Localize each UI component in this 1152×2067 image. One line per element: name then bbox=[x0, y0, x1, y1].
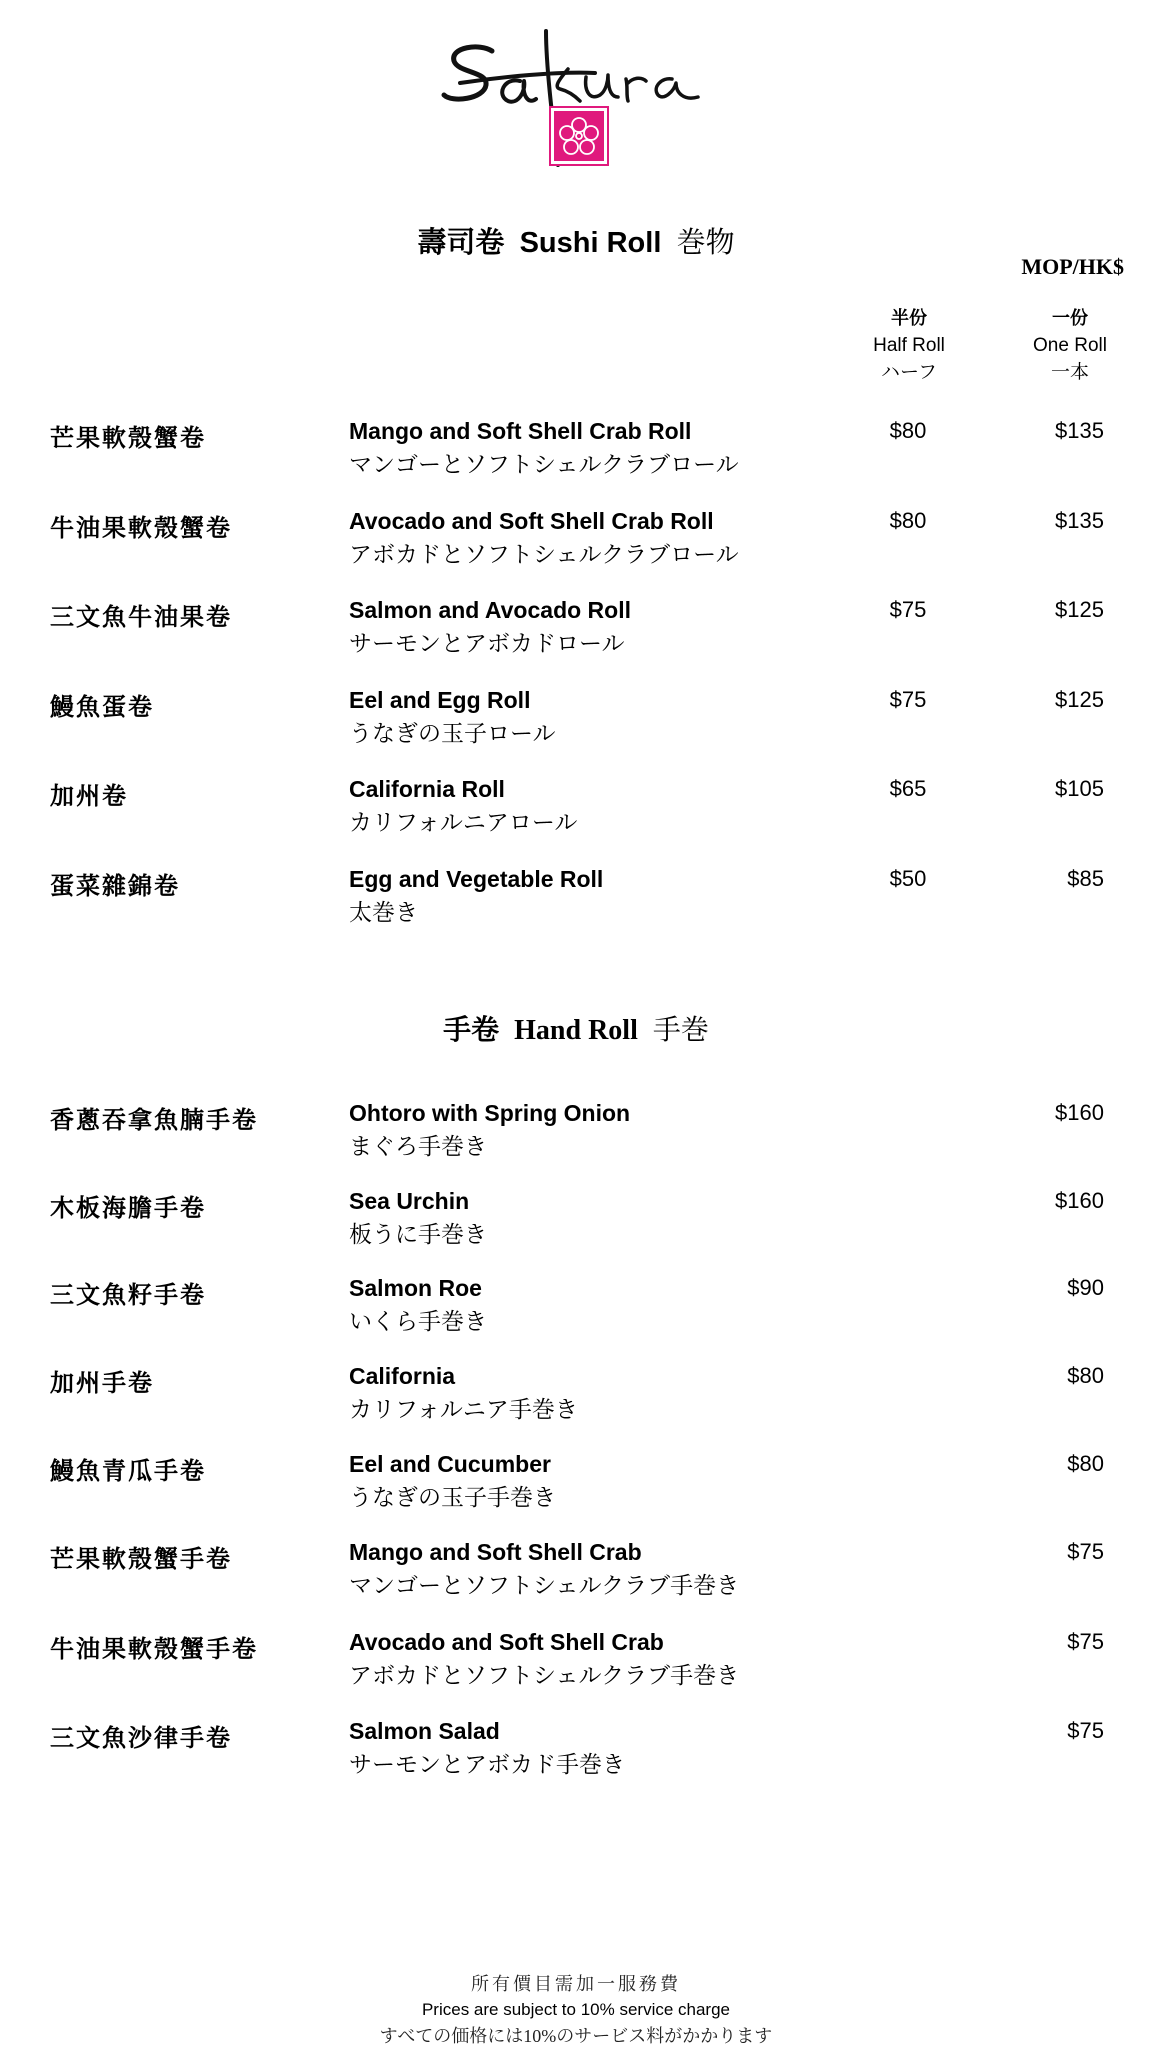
item-price-half: $50 bbox=[889, 866, 927, 891]
hand-title-zh: 手卷 bbox=[443, 1013, 500, 1046]
item-name-en: Avocado and Soft Shell Crab Roll bbox=[349, 508, 714, 534]
half-roll-column-header bbox=[834, 305, 984, 386]
sushi-item-row bbox=[0, 418, 1152, 478]
item-name-zh: 木板海膽手卷 bbox=[50, 1193, 206, 1222]
half-roll-header-en: Half Roll bbox=[873, 335, 945, 356]
hand-roll-item-row bbox=[0, 1629, 1152, 1689]
hand-roll-item-row bbox=[0, 1451, 1152, 1511]
item-price: $80 bbox=[1067, 1451, 1104, 1476]
item-name-jp: いくら手巻き bbox=[349, 1309, 487, 1335]
item-price: $75 bbox=[1067, 1718, 1104, 1743]
sushi-item-row bbox=[0, 597, 1152, 657]
item-price-half: $75 bbox=[889, 687, 927, 712]
currency-label: MOP/HK$ bbox=[1021, 254, 1124, 279]
sushi-title-zh: 壽司卷 bbox=[417, 225, 505, 259]
item-name-jp: カリフォルニア手巻き bbox=[349, 1397, 578, 1423]
service-charge-jp: すべての価格には10%のサービス料がかかります bbox=[379, 2026, 773, 2046]
item-name-jp: サーモンとアボカドロール bbox=[349, 631, 625, 657]
item-name-jp: うなぎの玉子ロール bbox=[349, 721, 556, 747]
item-name-jp: マンゴーとソフトシェルクラブ手巻き bbox=[349, 1573, 740, 1599]
item-price-one: $135 bbox=[1055, 418, 1104, 443]
item-price-half: $80 bbox=[889, 418, 927, 443]
item-name-zh: 鰻魚青瓜手卷 bbox=[50, 1456, 206, 1485]
item-name-en: Egg and Vegetable Roll bbox=[349, 866, 604, 892]
item-name-zh: 三文魚牛油果卷 bbox=[50, 602, 232, 631]
item-name-en: Eel and Egg Roll bbox=[349, 687, 531, 713]
item-name-en: Ohtoro with Spring Onion bbox=[349, 1100, 631, 1126]
sushi-item-row bbox=[0, 776, 1152, 836]
item-name-jp: 太巻き bbox=[349, 900, 418, 926]
item-name-zh: 牛油果軟殼蟹卷 bbox=[50, 513, 232, 542]
item-name-zh: 牛油果軟殼蟹手卷 bbox=[50, 1634, 258, 1663]
hand-roll-section-title bbox=[0, 1008, 1152, 1048]
item-name-jp: まぐろ手巻き bbox=[349, 1134, 487, 1160]
item-price-one: $135 bbox=[1055, 508, 1104, 533]
one-roll-header-zh: 一份 bbox=[1052, 308, 1088, 329]
item-name-jp: マンゴーとソフトシェルクラブロール bbox=[349, 452, 739, 478]
hand-roll-item-row bbox=[0, 1188, 1152, 1248]
hand-roll-item-row bbox=[0, 1275, 1152, 1335]
item-name-jp: うなぎの玉子手巻き bbox=[349, 1485, 556, 1511]
sakura-logo-graphic bbox=[440, 25, 710, 175]
item-name-zh: 芒果軟殼蟹手卷 bbox=[50, 1544, 232, 1573]
item-price-one: $125 bbox=[1055, 597, 1104, 622]
item-name-en: Salmon Salad bbox=[349, 1718, 500, 1744]
item-name-zh: 香蔥吞拿魚腩手卷 bbox=[50, 1105, 258, 1134]
hand-title-en: Hand Roll bbox=[514, 1015, 638, 1046]
hand-roll-item-row bbox=[0, 1718, 1152, 1778]
item-price-half: $65 bbox=[889, 776, 927, 801]
half-roll-header-jp: ハーフ bbox=[880, 361, 938, 383]
item-name-zh: 加州手卷 bbox=[50, 1368, 154, 1397]
sushi-item-row bbox=[0, 508, 1152, 568]
sushi-item-row bbox=[0, 687, 1152, 747]
hand-roll-item-row bbox=[0, 1539, 1152, 1599]
item-price: $160 bbox=[1055, 1188, 1104, 1213]
service-charge-note bbox=[0, 1970, 1152, 2048]
item-price: $75 bbox=[1067, 1539, 1104, 1564]
item-name-zh: 三文魚籽手卷 bbox=[50, 1280, 206, 1309]
item-name-zh: 三文魚沙律手卷 bbox=[50, 1723, 232, 1752]
item-price-half: $80 bbox=[889, 508, 927, 533]
item-name-jp: サーモンとアボカド手巻き bbox=[349, 1752, 625, 1778]
item-price: $80 bbox=[1067, 1363, 1104, 1388]
item-name-jp: アボカドとソフトシェルクラブロール bbox=[349, 542, 739, 568]
sakura-logo bbox=[440, 25, 710, 175]
one-roll-column-header bbox=[995, 305, 1145, 386]
item-name-en: Mango and Soft Shell Crab Roll bbox=[349, 418, 692, 444]
item-name-zh: 蛋菜雜錦卷 bbox=[50, 871, 180, 900]
item-name-zh: 芒果軟殼蟹卷 bbox=[50, 423, 206, 452]
item-name-jp: カリフォルニアロール bbox=[349, 810, 578, 836]
hand-roll-item-row bbox=[0, 1100, 1152, 1160]
half-roll-header-zh: 半份 bbox=[891, 308, 927, 329]
item-price: $90 bbox=[1067, 1275, 1104, 1300]
item-name-en: Eel and Cucumber bbox=[349, 1451, 551, 1477]
sushi-title-jp: 巻物 bbox=[676, 225, 735, 259]
sushi-section-title bbox=[0, 220, 1152, 261]
service-charge-en: Prices are subject to 10% service charge bbox=[421, 2000, 731, 2019]
item-price-one: $105 bbox=[1055, 776, 1104, 801]
hand-roll-item-row bbox=[0, 1363, 1152, 1423]
item-name-en: Salmon Roe bbox=[349, 1275, 482, 1301]
item-name-en: Salmon and Avocado Roll bbox=[349, 597, 631, 623]
item-name-zh: 鰻魚蛋卷 bbox=[50, 692, 154, 721]
item-name-zh: 加州卷 bbox=[50, 781, 128, 810]
item-name-en: Mango and Soft Shell Crab bbox=[349, 1539, 642, 1565]
item-name-en: California bbox=[349, 1363, 456, 1389]
hand-title-jp: 手巻 bbox=[652, 1013, 709, 1046]
item-name-jp: アボカドとソフトシェルクラブ手巻き bbox=[349, 1663, 740, 1689]
one-roll-header-en: One Roll bbox=[1033, 335, 1107, 356]
item-price-one: $85 bbox=[1067, 866, 1104, 891]
one-roll-header-jp: 一本 bbox=[1050, 361, 1089, 383]
item-price: $160 bbox=[1055, 1100, 1104, 1125]
item-name-en: California Roll bbox=[349, 776, 505, 802]
item-name-jp: 板うに手巻き bbox=[349, 1222, 487, 1248]
sushi-title-en: Sushi Roll bbox=[519, 227, 662, 259]
item-name-en: Sea Urchin bbox=[349, 1188, 470, 1214]
item-price-one: $125 bbox=[1055, 687, 1104, 712]
service-charge-zh: 所有價目需加一服務費 bbox=[471, 1974, 681, 1995]
sushi-item-row bbox=[0, 866, 1152, 926]
item-price: $75 bbox=[1067, 1629, 1104, 1654]
item-price-half: $75 bbox=[889, 597, 927, 622]
item-name-en: Avocado and Soft Shell Crab bbox=[349, 1629, 664, 1655]
